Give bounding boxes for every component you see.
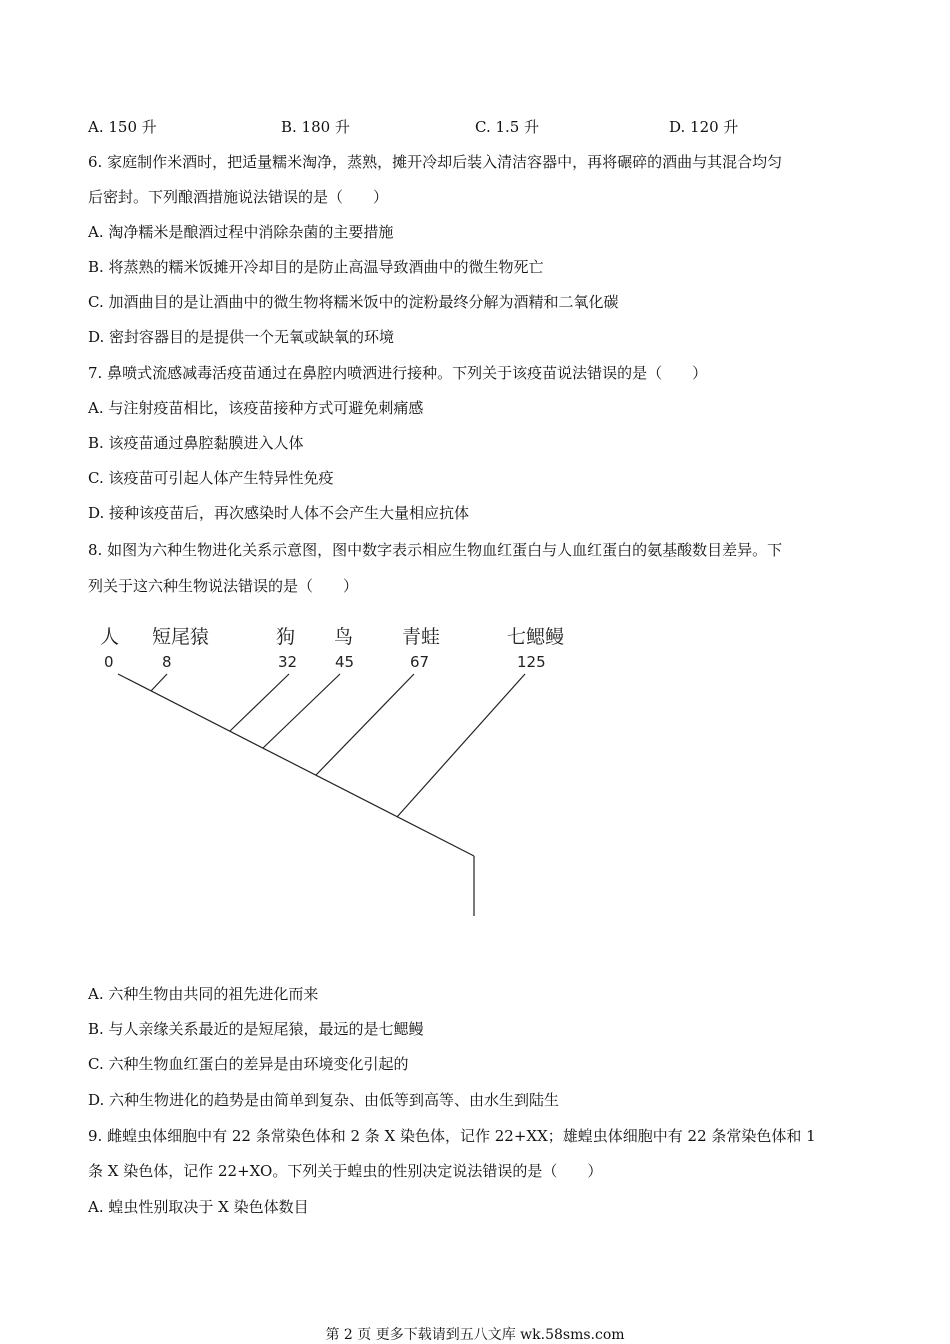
species-label-bird: 鸟 xyxy=(334,626,354,648)
difference-lamprey: 125 xyxy=(517,653,546,671)
species-label-human: 人 xyxy=(100,626,120,648)
q8-option-b: B. 与人亲缘关系最近的是短尾猿，最远的是七鳃鳗 xyxy=(88,1020,424,1038)
q7-option-b: B. 该疫苗通过鼻腔黏膜进入人体 xyxy=(88,434,304,452)
q6-option-c: C. 加酒曲目的是让酒曲中的微生物将糯米饭中的淀粉最终分解为酒精和二氧化碳 xyxy=(88,293,619,311)
difference-bird: 45 xyxy=(335,653,355,671)
q8-stem-line2: 列关于这六种生物说法错误的是（ ） xyxy=(88,577,359,595)
q7-option-c: C. 该疫苗可引起人体产生特异性免疫 xyxy=(88,469,334,487)
q5-option-d: D. 120 升 xyxy=(669,118,739,136)
species-label-lamprey: 七鳃鳗 xyxy=(507,626,565,648)
q5-option-c: C. 1.5 升 xyxy=(475,118,540,136)
q8-option-c: C. 六种生物血红蛋白的差异是由环境变化引起的 xyxy=(88,1055,409,1073)
species-label-frog: 青蛙 xyxy=(402,626,441,648)
page-footer: 第 2 页 更多下载请到五八文库 wk.58sms.com xyxy=(325,1327,625,1343)
tree-trunk xyxy=(118,674,474,856)
difference-macaque: 8 xyxy=(162,653,172,671)
q9-stem-line2: 条 X 染色体，记作 22+XO。下列关于蝗虫的性别决定说法错误的是（ ） xyxy=(88,1162,603,1180)
q8-option-d: D. 六种生物进化的趋势是由简单到复杂、由低等到高等、由水生到陆生 xyxy=(88,1091,560,1109)
branch-macaque xyxy=(151,674,167,691)
q7-stem: 7. 鼻喷式流感减毒活疫苗通过在鼻腔内喷洒进行接种。下列关于该疫苗说法错误的是（ ） xyxy=(88,364,708,382)
q7-option-d: D. 接种该疫苗后，再次感染时人体不会产生大量相应抗体 xyxy=(88,504,470,522)
q5-option-a: A. 150 升 xyxy=(88,118,157,136)
q6-stem-line2: 后密封。下列酿酒措施说法错误的是（ ） xyxy=(88,188,389,206)
species-label-dog: 狗 xyxy=(276,626,296,648)
branch-dog xyxy=(230,674,289,731)
difference-human: 0 xyxy=(104,653,114,671)
branch-bird xyxy=(263,674,340,748)
q5-option-b: B. 180 升 xyxy=(281,118,350,136)
q8-stem-line1: 8. 如图为六种生物进化关系示意图，图中数字表示相应生物血红蛋白与人血红蛋白的氨基酸数目差异。下 xyxy=(88,541,783,559)
difference-frog: 67 xyxy=(410,653,430,671)
difference-dog: 32 xyxy=(278,653,298,671)
q7-option-a: A. 与注射疫苗相比，该疫苗接种方式可避免刺痛感 xyxy=(88,399,424,417)
q9-option-a: A. 蝗虫性别取决于 X 染色体数目 xyxy=(88,1198,309,1216)
q6-option-d: D. 密封容器目的是提供一个无氧或缺氧的环境 xyxy=(88,328,395,346)
species-label-macaque: 短尾猿 xyxy=(152,626,210,648)
branch-lamprey xyxy=(397,674,525,817)
branch-frog xyxy=(316,674,414,775)
q8-option-a: A. 六种生物由共同的祖先进化而来 xyxy=(88,985,319,1003)
q6-option-a: A. 淘净糯米是酿酒过程中消除杂菌的主要措施 xyxy=(88,223,394,241)
q6-option-b: B. 将蒸熟的糯米饭摊开冷却目的是防止高温导致酒曲中的微生物死亡 xyxy=(88,258,544,276)
q9-stem-line1: 9. 雌蝗虫体细胞中有 22 条常染色体和 2 条 X 染色体，记作 22+XX；雄蝗虫体细胞中有 22 条常染色体和 1 xyxy=(88,1127,816,1145)
q6-stem-line1: 6. 家庭制作米酒时，把适量糯米淘净，蒸熟，摊开冷却后装入清洁容器中，再将碾碎的酒曲与其混合均匀 xyxy=(88,153,783,171)
